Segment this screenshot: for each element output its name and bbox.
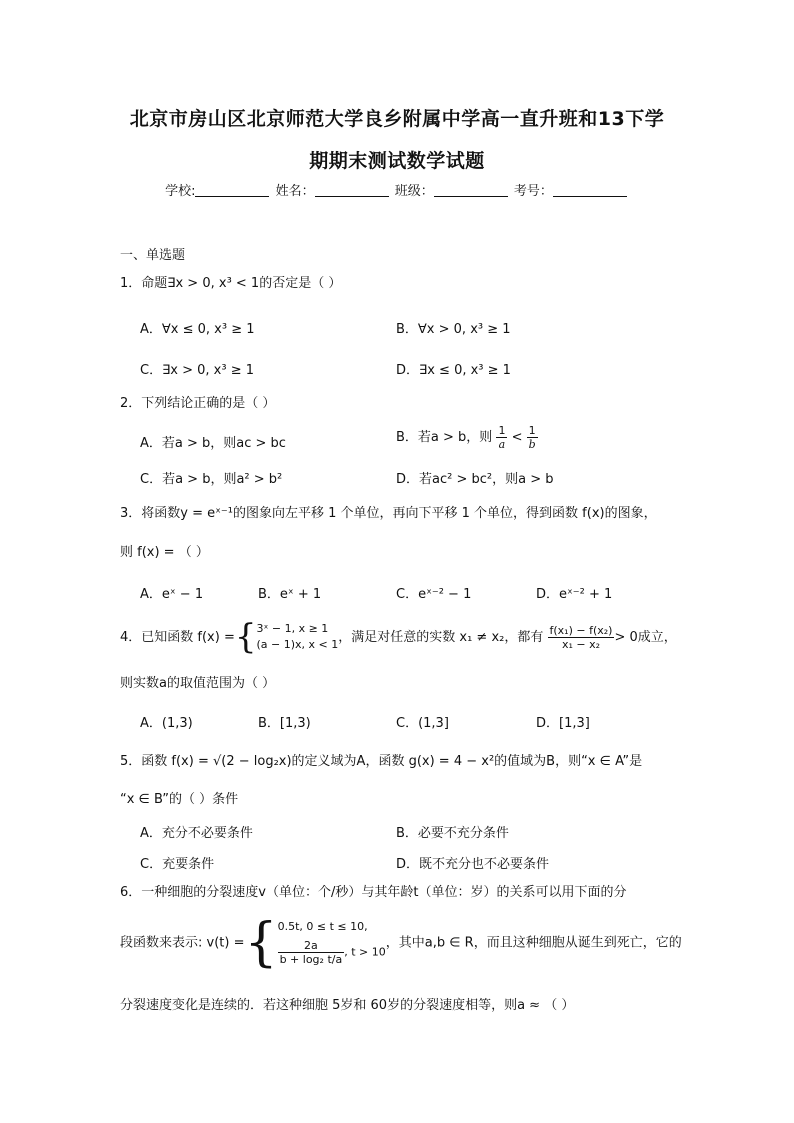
q1-option-b[interactable]: B．∀x > 0, x³ ≥ 1 (396, 322, 511, 337)
q1-option-d[interactable]: D．∃x ≤ 0, x³ ≥ 1 (396, 363, 511, 378)
question-5-stem-cont: “x ∈ B”的（ ）条件 (120, 792, 239, 807)
school-blank[interactable] (195, 184, 269, 197)
q4-option-b[interactable]: B．[1,3) (258, 716, 311, 731)
q4-case-1: 3ˣ − 1, x ≥ 1 (256, 622, 329, 636)
question-6-stem-cont: 分裂速度变化是连续的．若这种细胞 5岁和 60岁的分裂速度相等，则a ≈ （ ） (120, 998, 575, 1013)
section-heading: 一、单选题 (120, 248, 186, 263)
question-4-stem (120, 617, 677, 658)
q4-middle-text: ，满足对任意的实数 x₁ ≠ x₂，都有 (338, 629, 544, 645)
q6-case-2-fraction: $\frac{2a}{\text{b + log₂ t/a}}$ (279, 939, 343, 967)
q2-option-b[interactable]: B．若a > b，则 $\frac{1}{a}$ < $\frac{1}{b}$ (396, 424, 536, 451)
q2-option-c[interactable]: C．若a > b，则a² > b² (140, 472, 283, 487)
q2-option-d[interactable]: D．若ac² > bc²，则a > b (396, 472, 554, 487)
question-2-stem: 2．下列结论正确的是（ ） (120, 396, 276, 411)
q4-case-2: (a − 1)x, x < 1 (256, 638, 339, 652)
q3-option-c[interactable]: C．eˣ⁻² − 1 (396, 587, 472, 602)
question-6-stem: 6．一种细胞的分裂速度v（单位：个/秒）与其年龄t（单位：岁）的关系可以用下面的分 (120, 885, 627, 900)
question-5-stem: 5．函数 f(x) = √(2 − log₂x)的定义域为A，函数 g(x) = 4 − x²的值域为B，则“x ∈ A”是 (120, 754, 643, 769)
student-info-row (0, 180, 794, 199)
left-brace: { (234, 617, 257, 657)
q5-option-a[interactable]: A．充分不必要条件 (140, 826, 253, 841)
q6-prefix: 段函数来表示: v(t) = (120, 935, 245, 951)
question-3-stem: 3．将函数y = eˣ⁻¹的图象向左平移 1 个单位，再向下平移 1 个单位，得到函数 f(x)的图象， (120, 506, 657, 521)
fraction-1-over-a: $\frac{1}{a}$ (498, 424, 506, 451)
left-brace: { (244, 913, 278, 973)
q4-option-d[interactable]: D．[1,3] (536, 716, 590, 731)
q3-option-b[interactable]: B．eˣ + 1 (258, 587, 322, 602)
q1-option-a[interactable]: A．∀x ≤ 0, x³ ≥ 1 (140, 322, 255, 337)
q2-option-a[interactable]: A．若a > b，则ac > bc (140, 436, 286, 451)
q6-case-1: 0.5t, 0 ≤ t ≤ 10, (277, 919, 368, 933)
class-label: 班级： (394, 184, 434, 199)
q6-case-2-condition: , t > 10 (344, 945, 386, 959)
q6-postfix: ，其中a,b ∈ R，而且这种细胞从诞生到死亡，它的 (385, 935, 682, 951)
question-1-stem: 1．命题∃x > 0, x³ < 1的否定是（ ） (120, 276, 342, 291)
q3-option-d[interactable]: D．eˣ⁻² + 1 (536, 587, 613, 602)
exam-title-line2: 期期末测试数学试题 (309, 150, 485, 172)
q4-option-a[interactable]: A．(1,3) (140, 716, 193, 731)
name-label: 姓名： (275, 184, 315, 199)
name-blank[interactable] (315, 184, 389, 197)
class-blank[interactable] (434, 184, 508, 197)
q3-option-a[interactable]: A．eˣ − 1 (140, 587, 204, 602)
q5-option-d[interactable]: D．既不充分也不必要条件 (396, 857, 550, 872)
exam-number-blank[interactable] (553, 184, 627, 197)
question-4-stem-cont: 则实数a的取值范围为（ ） (120, 676, 276, 691)
q4-piecewise (256, 621, 338, 653)
q5-option-b[interactable]: B．必要不充分条件 (396, 826, 509, 841)
q1-option-c[interactable]: C．∃x > 0, x³ ≥ 1 (140, 363, 255, 378)
fraction-1-over-b: $\frac{1}{b}$ (528, 424, 536, 451)
school-label: 学校: (165, 184, 196, 199)
q4-prefix: 4．已知函数 f(x) = (120, 629, 235, 645)
q6-piecewise (278, 920, 386, 967)
q4-difference-quotient: $\frac{\text{f(x₁) − f(x₂)}}{\text{x₁ − x₂}}$ (549, 623, 613, 651)
exam-title-line1: 北京市房山区北京师范大学良乡附属中学高一直升班和13下学 (129, 108, 665, 130)
question-3-stem-cont: 则 f(x) = （ ） (120, 545, 209, 560)
q4-option-c[interactable]: C．(1,3] (396, 716, 449, 731)
q5-option-c[interactable]: C．充要条件 (140, 857, 215, 872)
q4-postfix: > 0成立， (614, 629, 677, 645)
exam-number-label: 考号： (513, 184, 553, 199)
q2-option-b-text: B．若a > b，则 (396, 430, 493, 445)
question-6-piecewise-line (120, 912, 682, 974)
